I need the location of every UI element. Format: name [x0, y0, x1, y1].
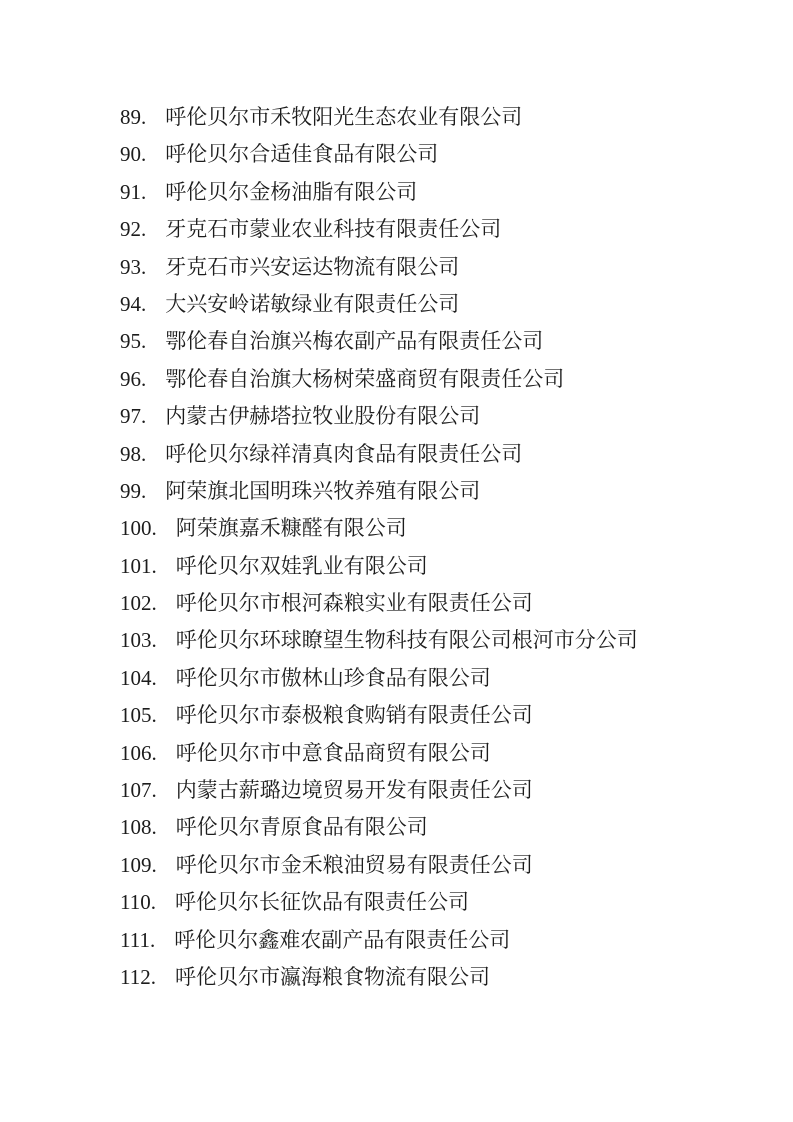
list-item: [120, 249, 763, 286]
list-item: [120, 286, 763, 323]
company-name: 鄂伦春自治旗兴梅农副产品有限责任公司: [165, 329, 544, 354]
list-item-number: 108.: [120, 815, 157, 840]
company-numbered-list: [120, 99, 763, 996]
list-item-number: 92.: [120, 217, 147, 242]
list-item-number: 90.: [120, 142, 147, 167]
list-item-number: 98.: [120, 441, 147, 466]
list-item: [120, 809, 763, 846]
list-item-number: 95.: [120, 329, 147, 354]
list-item-number: 100.: [120, 516, 157, 541]
list-item-number: 97.: [120, 404, 147, 429]
company-name: 呼伦贝尔市禾牧阳光生态农业有限公司: [165, 105, 523, 129]
list-item-number: 105.: [120, 703, 157, 728]
list-item-number: 94.: [120, 291, 147, 316]
list-item-number: 107.: [120, 778, 157, 803]
list-item: [120, 323, 763, 360]
list-item: [120, 436, 763, 473]
list-item-number: 91.: [120, 179, 147, 204]
list-item: [120, 922, 763, 959]
company-name: 呼伦贝尔双娃乳业有限公司: [175, 553, 428, 578]
list-item-number: 109.: [120, 852, 157, 877]
list-item: [120, 548, 763, 585]
list-item-number: 104.: [120, 665, 157, 690]
list-item: [120, 697, 763, 734]
list-item-number: 106.: [120, 740, 157, 765]
list-item: [120, 585, 763, 622]
list-item: [120, 772, 763, 809]
company-name: 呼伦贝尔市瀛海粮食物流有限公司: [174, 964, 490, 989]
company-name: 阿荣旗北国明珠兴牧养殖有限公司: [165, 478, 481, 503]
list-item-number: 111.: [120, 927, 156, 952]
company-name: 大兴安岭诺敏绿业有限责任公司: [165, 291, 460, 316]
list-item: [120, 510, 763, 547]
list-item-number: 102.: [120, 591, 157, 616]
company-name: 呼伦贝尔市金禾粮油贸易有限责任公司: [175, 852, 533, 877]
company-name: 呼伦贝尔市傲林山珍食品有限公司: [175, 665, 491, 690]
list-item: [120, 99, 763, 136]
company-name: 呼伦贝尔环球瞭望生物科技有限公司根河市分公司: [175, 628, 638, 653]
company-name: 呼伦贝尔长征饮品有限责任公司: [174, 890, 469, 915]
company-name: 牙克石市蒙业农业科技有限责任公司: [165, 217, 502, 242]
list-item-number: 101.: [120, 553, 157, 578]
list-item-number: 110.: [120, 890, 156, 915]
company-name: 呼伦贝尔合适佳食品有限公司: [165, 142, 439, 167]
company-name: 呼伦贝尔青原食品有限公司: [175, 815, 428, 840]
list-item: [120, 847, 763, 884]
company-name: 呼伦贝尔市根河森粮实业有限责任公司: [175, 591, 533, 616]
list-item-number: 112.: [120, 964, 156, 989]
company-name: 呼伦贝尔市泰极粮食购销有限责任公司: [175, 703, 533, 728]
company-name: 阿荣旗嘉禾糠醛有限公司: [175, 516, 407, 541]
list-item: [120, 174, 763, 211]
company-name: 内蒙古薪璐边境贸易开发有限责任公司: [175, 778, 533, 803]
list-item: [120, 473, 763, 510]
company-name: 呼伦贝尔绿祥清真肉食品有限责任公司: [165, 441, 523, 466]
list-item: [120, 136, 763, 173]
list-item: [120, 884, 763, 921]
list-item: [120, 211, 763, 248]
list-item: [120, 622, 763, 659]
list-item-number: 96.: [120, 366, 147, 391]
company-name: 牙克石市兴安运达物流有限公司: [165, 254, 460, 279]
company-name: 鄂伦春自治旗大杨树荣盛商贸有限责任公司: [165, 366, 565, 391]
list-item-number: 99.: [120, 478, 147, 503]
company-name: 呼伦贝尔金杨油脂有限公司: [165, 179, 418, 204]
list-item-number: 93.: [120, 254, 147, 279]
company-name: 呼伦贝尔市中意食品商贸有限公司: [175, 740, 491, 765]
company-name: 呼伦贝尔鑫难农副产品有限责任公司: [174, 927, 511, 952]
list-item-number: 103.: [120, 628, 157, 653]
list-item: [120, 398, 763, 435]
list-item-number: 89.: [120, 105, 147, 129]
company-name: 内蒙古伊赫塔拉牧业股份有限公司: [165, 404, 481, 429]
list-item: [120, 735, 763, 772]
list-item: [120, 660, 763, 697]
list-item: [120, 361, 763, 398]
list-item: [120, 959, 763, 996]
